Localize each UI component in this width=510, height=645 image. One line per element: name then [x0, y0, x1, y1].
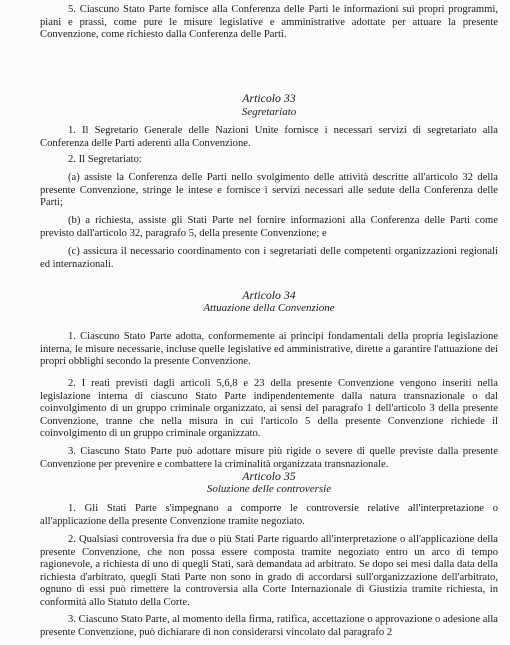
art34-paragraph-3: 3. Ciascuno Stato Parte può adottare misure più rigide o severe di quelle previste dalla presente Convenzione per prevenire e combattere la criminalità organizzata transnazionale. [40, 446, 498, 470]
art34-paragraph-1: 1. Ciascuno Stato Parte adotta, conformemente ai principi fondamentali della propria legislazione interna, le misure necessarie, incluse quelle legislative ed amministrative, dirette a garantire l'attuazione dei propri obblighi secondo la presente Convenzione. [40, 331, 498, 368]
art34-paragraph-2: 2. I reati previsti dagli articoli 5,6,8 e 23 della presente Convenzione vengono inseriti nella legislazione interna di ciascuno Stato Parte indipendentemente dalla natura transnazionale o dal coinvolgimento di un gruppo criminale organizzato, ai sensi del paragrafo 1 dell'articolo 3 della presente Convenzione, tranne che nella misura in cui l'articolo 5 della presente Convenzione richiede il coinvolgimento di un gruppo criminale organizzato. [40, 378, 498, 440]
art33-paragraph-1: 1. Il Segretario Generale delle Nazioni Unite fornisce i necessari servizi di segretariato alla Conferenza delle Parti aderenti alla Convenzione. [40, 125, 498, 149]
article-34-title: Articolo 34 [242, 288, 296, 302]
art35-paragraph-1: 1. Gli Stati Parte s'impegnano a comporre le controversie relative all'interpretazione o all'applicazione della presente Convenzione tramite negoziato. [40, 503, 498, 527]
art35-paragraph-3: 3. Ciascuno Stato Parte, al momento della firma, ratifica, accettazione o approvazione o adesione alla presente Convenzione, può dichiarare di non considerarsi vincolato dal paragrafo 2 [40, 614, 498, 638]
art33-item-b: (b) a richiesta, assiste gli Stati Parte nel fornire informazioni alla Conferenza delle Parti come previsto dall'articolo 32, paragrafo 5, della presente Convenzione; e [40, 215, 498, 239]
article-35-subtitle: Soluzione delle controversie [206, 483, 332, 495]
art35-paragraph-2: 2. Qualsiasi controversia fra due o più Stati Parte riguardo all'interpretazione o all'applicazione della presente Convenzione, che non possa essere composta tramite negoziato entro un arco di tempo ragionevole, a richiesta di uno di quegli Stati, sarà demandata ad arbitrato. Se dopo sei mesi dalla data della richiesta d'arbitrato, quegli Stati Parte non sono in grado di accordarsi sull'organizzazione dell'arbitrato, ognuno di essi può rimettere la controversia alla Corte Internazionale di Giustizia tramite richiesta, in conformità allo Statuto della Corte. [40, 534, 498, 608]
art33-paragraph-2: 2. Il Segretariato: [68, 154, 142, 165]
art33-item-a: (a) assiste la Conferenza delle Parti nello svolgimento delle attività descritte all'articolo 32 della presente Convenzione, stringe le intese e fornisce i servizi necessari alle sedute della Conferenza delle Parti; [40, 172, 498, 209]
article-33-title: Articolo 33 [242, 91, 296, 105]
article-35-title: Articolo 35 [242, 469, 296, 483]
art33-item-c: (c) assicura il necessario coordinamento con i segretariati delle competenti organizzazioni regionali ed internazionali. [40, 246, 498, 270]
article-33-subtitle: Segretariato [241, 106, 297, 118]
article-34-subtitle: Attuazione della Convenzione [203, 302, 335, 314]
paragraph-art32-5: 5. Ciascuno Stato Parte fornisce alla Conferenza delle Parti le informazioni sui propri programmi, piani e prassi, come pure le misure legislative e amministrative adottate per attuare la presente Convenzione, come richiesto dalla Conferenza delle Parti. [40, 4, 498, 41]
